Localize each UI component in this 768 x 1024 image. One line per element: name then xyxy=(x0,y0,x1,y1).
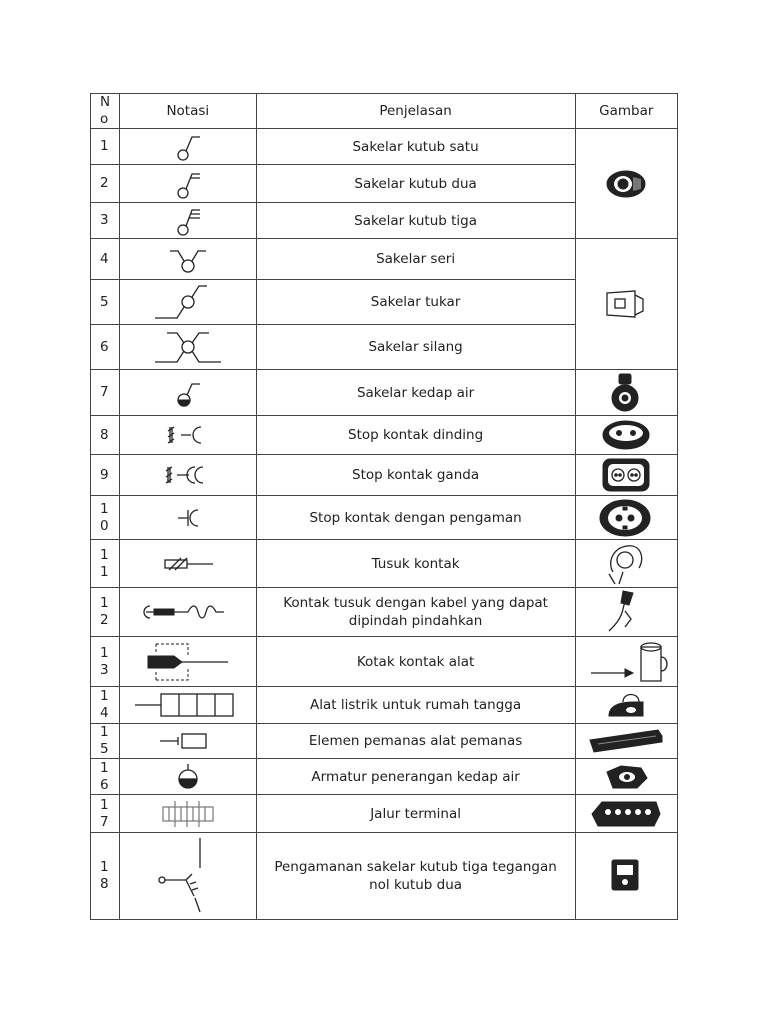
table-row xyxy=(91,795,678,833)
appliance-outlet-photo-icon xyxy=(581,639,671,685)
cross-switch-icon xyxy=(143,327,233,367)
row-number: 18 xyxy=(91,833,120,920)
notation-cell xyxy=(120,724,256,759)
notation-cell xyxy=(120,795,256,833)
row-number: 2 xyxy=(91,165,120,203)
row-number: 13 xyxy=(91,637,120,687)
table-row xyxy=(91,687,678,724)
table-row xyxy=(91,239,678,280)
picture-cell xyxy=(575,759,677,795)
row-number: 10 xyxy=(91,496,120,540)
table-row xyxy=(91,496,678,540)
notation-cell xyxy=(120,833,256,920)
terminal-strip-icon xyxy=(153,797,223,831)
header-notation: Notasi xyxy=(120,94,256,129)
heating-element-photo-icon xyxy=(586,726,666,756)
picture-cell xyxy=(575,455,677,496)
wall-switch-photo-icon xyxy=(601,287,651,321)
explanation-cell: Stop kontak ganda xyxy=(256,455,575,496)
table-row xyxy=(91,540,678,588)
row-number: 7 xyxy=(91,370,120,416)
explanation-cell: Sakelar seri xyxy=(256,239,575,280)
header-row xyxy=(91,94,678,129)
explanation-cell: Kontak tusuk dengan kabel yang dapat dipindah pindahkan xyxy=(256,588,575,637)
row-number: 1 xyxy=(91,129,120,165)
plug-photo-icon xyxy=(601,542,651,586)
table-row xyxy=(91,129,678,165)
explanation-cell: Tusuk kontak xyxy=(256,540,575,588)
header-picture: Gambar xyxy=(575,94,677,129)
notation-cell xyxy=(120,416,256,455)
waterproof-switch-photo-icon xyxy=(601,372,651,414)
row-number: 12 xyxy=(91,588,120,637)
table-row xyxy=(91,759,678,795)
header-no: No xyxy=(91,94,120,129)
symbol-table xyxy=(90,93,678,920)
notation-cell xyxy=(120,496,256,540)
movable-cable-plug-icon xyxy=(138,600,238,624)
row-number: 9 xyxy=(91,455,120,496)
picture-cell xyxy=(575,129,677,239)
protection-switch-photo-icon xyxy=(606,856,646,896)
table-row xyxy=(91,370,678,416)
explanation-cell: Jalur terminal xyxy=(256,795,575,833)
notation-cell xyxy=(120,455,256,496)
table-row xyxy=(91,637,678,687)
protected-socket-photo-icon xyxy=(598,498,654,538)
table-row xyxy=(91,588,678,637)
row-number: 17 xyxy=(91,795,120,833)
notation-cell xyxy=(120,370,256,416)
picture-cell xyxy=(575,637,677,687)
row-number: 5 xyxy=(91,280,120,325)
picture-cell xyxy=(575,724,677,759)
double-socket-photo-icon xyxy=(599,457,653,493)
picture-cell xyxy=(575,588,677,637)
double-pole-switch-icon xyxy=(158,168,218,200)
explanation-cell: Pengamanan sakelar kutub tiga tegangan nol kutub dua xyxy=(256,833,575,920)
row-number: 6 xyxy=(91,325,120,370)
notation-cell xyxy=(120,203,256,239)
picture-cell xyxy=(575,370,677,416)
picture-cell xyxy=(575,496,677,540)
table-row xyxy=(91,416,678,455)
changeover-switch-icon xyxy=(143,282,233,322)
notation-cell xyxy=(120,637,256,687)
notation-cell xyxy=(120,540,256,588)
protected-socket-icon xyxy=(158,506,218,530)
terminal-block-photo-icon xyxy=(588,796,664,832)
series-switch-icon xyxy=(158,242,218,276)
row-number: 14 xyxy=(91,687,120,724)
notation-cell xyxy=(120,588,256,637)
notation-cell xyxy=(120,325,256,370)
double-socket-icon xyxy=(153,463,223,487)
explanation-cell: Sakelar silang xyxy=(256,325,575,370)
row-number: 4 xyxy=(91,239,120,280)
cable-plug-photo-icon xyxy=(601,589,651,635)
explanation-cell: Sakelar tukar xyxy=(256,280,575,325)
luminaire-photo-icon xyxy=(601,762,651,792)
row-number: 8 xyxy=(91,416,120,455)
notation-cell xyxy=(120,129,256,165)
explanation-cell: Sakelar kutub satu xyxy=(256,129,575,165)
notation-cell xyxy=(120,687,256,724)
picture-cell xyxy=(575,540,677,588)
picture-cell xyxy=(575,833,677,920)
explanation-cell: Sakelar kutub dua xyxy=(256,165,575,203)
header-explanation: Penjelasan xyxy=(256,94,575,129)
explanation-cell: Stop kontak dinding xyxy=(256,416,575,455)
notation-cell xyxy=(120,239,256,280)
notation-cell xyxy=(120,280,256,325)
wall-socket-photo-icon xyxy=(599,418,653,452)
triple-pole-switch-icon xyxy=(158,205,218,237)
appliance-outlet-icon xyxy=(138,642,238,682)
plug-icon xyxy=(153,552,223,576)
waterproof-luminaire-icon xyxy=(158,762,218,792)
rotary-switch-photo-icon xyxy=(601,167,651,201)
table-row xyxy=(91,455,678,496)
explanation-cell: Kotak kontak alat xyxy=(256,637,575,687)
explanation-cell: Sakelar kutub tiga xyxy=(256,203,575,239)
row-number: 11 xyxy=(91,540,120,588)
zero-voltage-protection-icon xyxy=(148,836,228,916)
notation-cell xyxy=(120,759,256,795)
explanation-cell: Sakelar kedap air xyxy=(256,370,575,416)
wall-socket-icon xyxy=(153,423,223,447)
row-number: 15 xyxy=(91,724,120,759)
waterproof-switch-icon xyxy=(158,376,218,410)
row-number: 16 xyxy=(91,759,120,795)
explanation-cell: Alat listrik untuk rumah tangga xyxy=(256,687,575,724)
picture-cell xyxy=(575,687,677,724)
row-number: 3 xyxy=(91,203,120,239)
table-row xyxy=(91,833,678,920)
explanation-cell: Stop kontak dengan pengaman xyxy=(256,496,575,540)
single-pole-switch-icon xyxy=(158,131,218,163)
notation-cell xyxy=(120,165,256,203)
explanation-cell: Armatur penerangan kedap air xyxy=(256,759,575,795)
table-row xyxy=(91,724,678,759)
picture-cell xyxy=(575,795,677,833)
household-appliance-icon xyxy=(133,690,243,720)
heating-element-icon xyxy=(148,729,228,753)
picture-cell xyxy=(575,416,677,455)
explanation-cell: Elemen pemanas alat pemanas xyxy=(256,724,575,759)
picture-cell xyxy=(575,239,677,370)
iron-photo-icon xyxy=(601,688,651,722)
